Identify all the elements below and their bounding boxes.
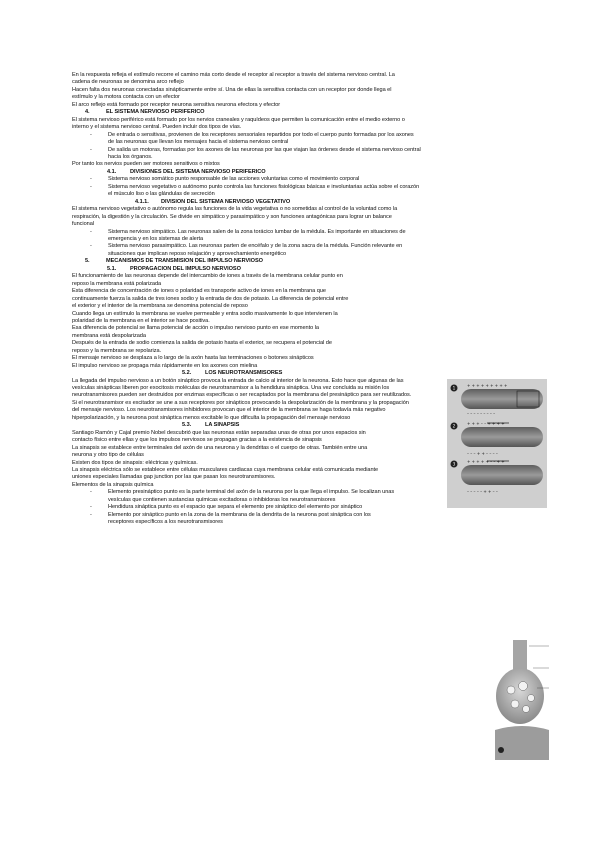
text-line: reposo la membrana está polarizada: [72, 280, 162, 287]
list-item: - Sistema nervioso somático punto responsable de las acciones voluntarias como el movimiento corporal: [90, 176, 360, 183]
list-item-cont: hacia los órganos.: [108, 153, 153, 160]
paragraph-synapse: [72, 430, 472, 490]
text-line: Por tanto los nervios pueden ser motores sensitivos o mixtos: [72, 161, 220, 168]
paragraph-vegetative: [72, 206, 532, 228]
text-line: estímulo y la motora contacta con un efector: [72, 94, 180, 101]
bullet-list-sympathetic: [72, 229, 532, 259]
text-line: el exterior y el interior de la membrana se denomina potencial de reposo: [72, 303, 248, 310]
svg-text:+ + + + + – – + +: + + + + + – – + +: [467, 459, 505, 464]
text-line: El arco reflejo está formado por receptor neurona sensitiva neurona efectora y efector: [72, 101, 281, 108]
text-line: Elementos de la sinapsis química: [72, 481, 154, 488]
text-line: Esa diferencia de potencial se llama potencial de acción o impulso nervioso punto en ese momento la: [72, 325, 319, 332]
step-label: 3: [452, 461, 456, 467]
heading-5-3: 5.3. LA SINAPSIS: [182, 422, 240, 429]
heading-4-1-1: 4.1.1. DIVISIÓN DEL SISTEMA NERVIOSO VEGETATIVO: [135, 198, 291, 205]
text-line: La sinapsis se establece entre terminales del axón de una neurona y la dendritas o el cuerpo de otras. También entre una: [72, 444, 368, 451]
svg-text:+ + + – – + + + +: + + + – – + + + +: [467, 421, 505, 426]
text-line: interno y el sistema nervioso central. Pueden incluir dos tipos de vías.: [72, 124, 242, 131]
bullet-list-synapse: [72, 489, 472, 526]
text-line: La llegada del impulso nervioso a un botón sináptico provoca la entrada de calcio al interior de la neurona. Esto hace que algunas de las: [72, 377, 404, 384]
text-line: vesículas sinápticas liberen por exocitosis moléculas de neurotransmisor a la hendidura sináptica. Una vez concluida su misión los: [72, 385, 390, 392]
axon-segment: [461, 427, 543, 447]
list-item: - Elemento por sináptico punto en la zona de la membrana de la dendrita de la neurona post sináptica con los: [90, 511, 371, 518]
list-item-cont: vesículas que contienen sustancias químicas excitadoras o inhibidoras los neurotransmisores: [108, 496, 336, 503]
text-line: cadena de neuronas se denomina arco reflejo: [72, 79, 184, 86]
text-line: funcional: [72, 221, 94, 228]
text-line: hiperpolarización, y la neurona post sináptica menos excitable lo que dificulta la propagación del mensaje nervioso: [72, 414, 351, 421]
text-line: El impulso nervioso se propaga más rápidamente en los axones con mielina: [72, 362, 258, 369]
axon-segment: [461, 389, 543, 409]
postsynaptic-membrane: [495, 726, 549, 760]
paragraph-reflex: [72, 72, 532, 109]
list-item-cont: situaciones que implican reposo relajación y aprovechamiento energético: [108, 250, 287, 257]
paragraph-impulse: [72, 273, 447, 370]
axon-segment: [461, 465, 543, 485]
text-line: Hacen falta dos neuronas conectadas sinápticamente entre sí. Una de ellas la sensitiva contacta con un receptor por donde llega el: [72, 86, 392, 93]
text-line: neurona y otro tipo de células: [72, 452, 144, 459]
synapse-illustration: [493, 638, 551, 762]
list-item: - Hendidura sináptica punto es el espacio que separa el elemento pre sináptico del elemento por sináptico: [90, 504, 363, 511]
list-item-cont: emergencia y en los sistemas de alerta: [108, 235, 204, 242]
text-line: neurotransmisores pueden ser destruidos por enzimas específicas o ser recaptados por la membrana del presináptico para ser reutilizados.: [72, 392, 412, 399]
text-line: membrana está despolarizada: [72, 332, 146, 339]
list-item-cont: el músculo liso o las glándulas de secreción: [108, 191, 215, 198]
text-line: El sistema nervioso periférico está formado por los nervios craneales y raquídeos que permiten la comunicación entre el medio externo o: [72, 116, 405, 123]
svg-text:– – – – – – – – –: – – – – – – – – –: [467, 411, 496, 416]
text-line: del mensaje nervioso. Los neurotransmisores inhibidores provocan que el interior de la membrana se haga todavía más negativo: [72, 407, 386, 414]
svg-text:– – – – – + + – –: – – – – – + + – –: [467, 489, 498, 494]
svg-text:– – – + + – – – –: – – – + + – – – –: [467, 451, 498, 456]
bullet-list-pathways: [72, 132, 532, 162]
text-line: Esta diferencia de concentración de iones o polaridad es transporte activo de iones en la membrana que: [72, 288, 326, 295]
list-item: - Sistema nervioso parasimpático. Las neuronas parten de encéfalo y de la zona sacra de la médula. Función relevante en: [90, 243, 403, 250]
list-item-cont: receptores específicos a los neurotransmisores: [108, 519, 223, 526]
text-line: Existen dos tipos de sinapsis: eléctricas y químicas.: [72, 459, 198, 466]
step-marker: [498, 747, 504, 753]
axon-action-potential-figure: [447, 379, 547, 508]
heading-5: 5. MECANISMOS DE TRANSMISIÓN DEL IMPULSO NERVIOSO: [85, 258, 263, 265]
text-line: reposo y la membrana se repolariza.: [72, 347, 162, 354]
bullet-list-divisions: [72, 176, 532, 198]
text-line: uniones especiales llamadas gap junction por las que pasan los neurotransmisores.: [72, 474, 276, 481]
step-label: 1: [452, 385, 456, 391]
heading-4-1: 4.1. DIVISIONES DEL SISTEMA NERVIOSO PERIFÉRICO: [107, 168, 266, 175]
heading-5-1: 5.1. PROPAGACIÓN DEL IMPULSO NERVIOSO: [107, 265, 241, 272]
text-line: polaridad de la membrana en el interior se hace positiva.: [72, 317, 210, 324]
step-label: 2: [452, 423, 456, 429]
text-line: Santiago Ramón y Cajal premio Nobel descubrió que las neuronas están separadas unas de otras por unos espacios sin: [72, 429, 366, 436]
axon-illustration: [447, 379, 547, 508]
list-item: - Sistema nervioso simpático. Las neuronas salen de la zona torácico lumbar de la médula. Es importante en situaciones de: [90, 228, 406, 235]
text-line: Cuando llega un estímulo la membrana se vuelve permeable y entra sodio masivamente lo que intervienen la: [72, 310, 338, 317]
text-line: La sinapsis eléctrica sólo se establece entre células musculares cardiacas cuya membrana celular está comunicada mediante: [72, 467, 379, 474]
synaptic-button: [496, 668, 544, 724]
list-item-cont: de las neuronas que llevan los mensajes hacia el sistema nervioso central: [108, 139, 289, 146]
list-item: - De entrada o sensitivas, provienen de los receptores sensoriales repartidos por todo el cuerpo punto formadas por los axones: [90, 131, 414, 138]
heading-4: 4. EL SISTEMA NERVIOSO PERIFÉRICO: [85, 109, 205, 116]
list-item: - Elemento presináptico punto es la parte terminal del axón de la neurona por la que llega el impulso. Se localizan unas: [90, 489, 395, 496]
axon-terminal: [513, 640, 527, 670]
text-line: continuamente fuerza la salida de tres iones sodio y la entrada de dos de potasio. La diferencia de potencial entre: [72, 295, 349, 302]
list-item: - Sistema nervioso vegetativo o autónomo punto controla las funciones fisiológicas básicas e involuntarias actúa sobre el corazón: [90, 183, 420, 190]
text-line: contacto físico entre ellas y que los impulsos nerviosos se propagan gracias a la existencia de sinapsis: [72, 437, 322, 444]
text-line: El sistema nervioso vegetativo o autónomo regula las funciones de la vida vegetativa o no sometidas al control de la voluntad como la: [72, 206, 398, 213]
heading-5-2: 5.2. LOS NEUROTRANSMISORES: [182, 370, 283, 377]
text-line: El mensaje nervioso se desplaza a lo largo de la axón hasta las terminaciones o botones sinápticos: [72, 355, 314, 362]
list-item: - De salida un motoras, formadas por los axones de las neuronas por las que viajan las órdenes desde el sistema nervioso central: [90, 146, 421, 153]
svg-text:+ + + + + + + + +: + + + + + + + + +: [467, 383, 508, 388]
text-line: Si el neurotransmisor es excitador se une a sus receptores por sinápticos provocando la despolarización de la membrana y la propagación: [72, 399, 409, 406]
text-line: El funcionamiento de las neuronas depende del intercambio de iones a través de la membrana celular punto en: [72, 273, 343, 280]
text-line: En la respuesta refleja el estímulo recorre el camino más corto desde el receptor al receptor a través del sistema nervioso central. La: [72, 72, 395, 78]
synapse-figure: [493, 638, 551, 762]
paragraph-peripheral: [72, 117, 532, 132]
text-line: respiración, la digestión y la circulación. Se divide en simpático y parasimpático y son funciones antagónicas para lograr un balance: [72, 213, 392, 220]
text-line: Después de la entrada de sodio comienza la salida de potasio hasta el exterior, se recupera el potencial de: [72, 340, 332, 347]
